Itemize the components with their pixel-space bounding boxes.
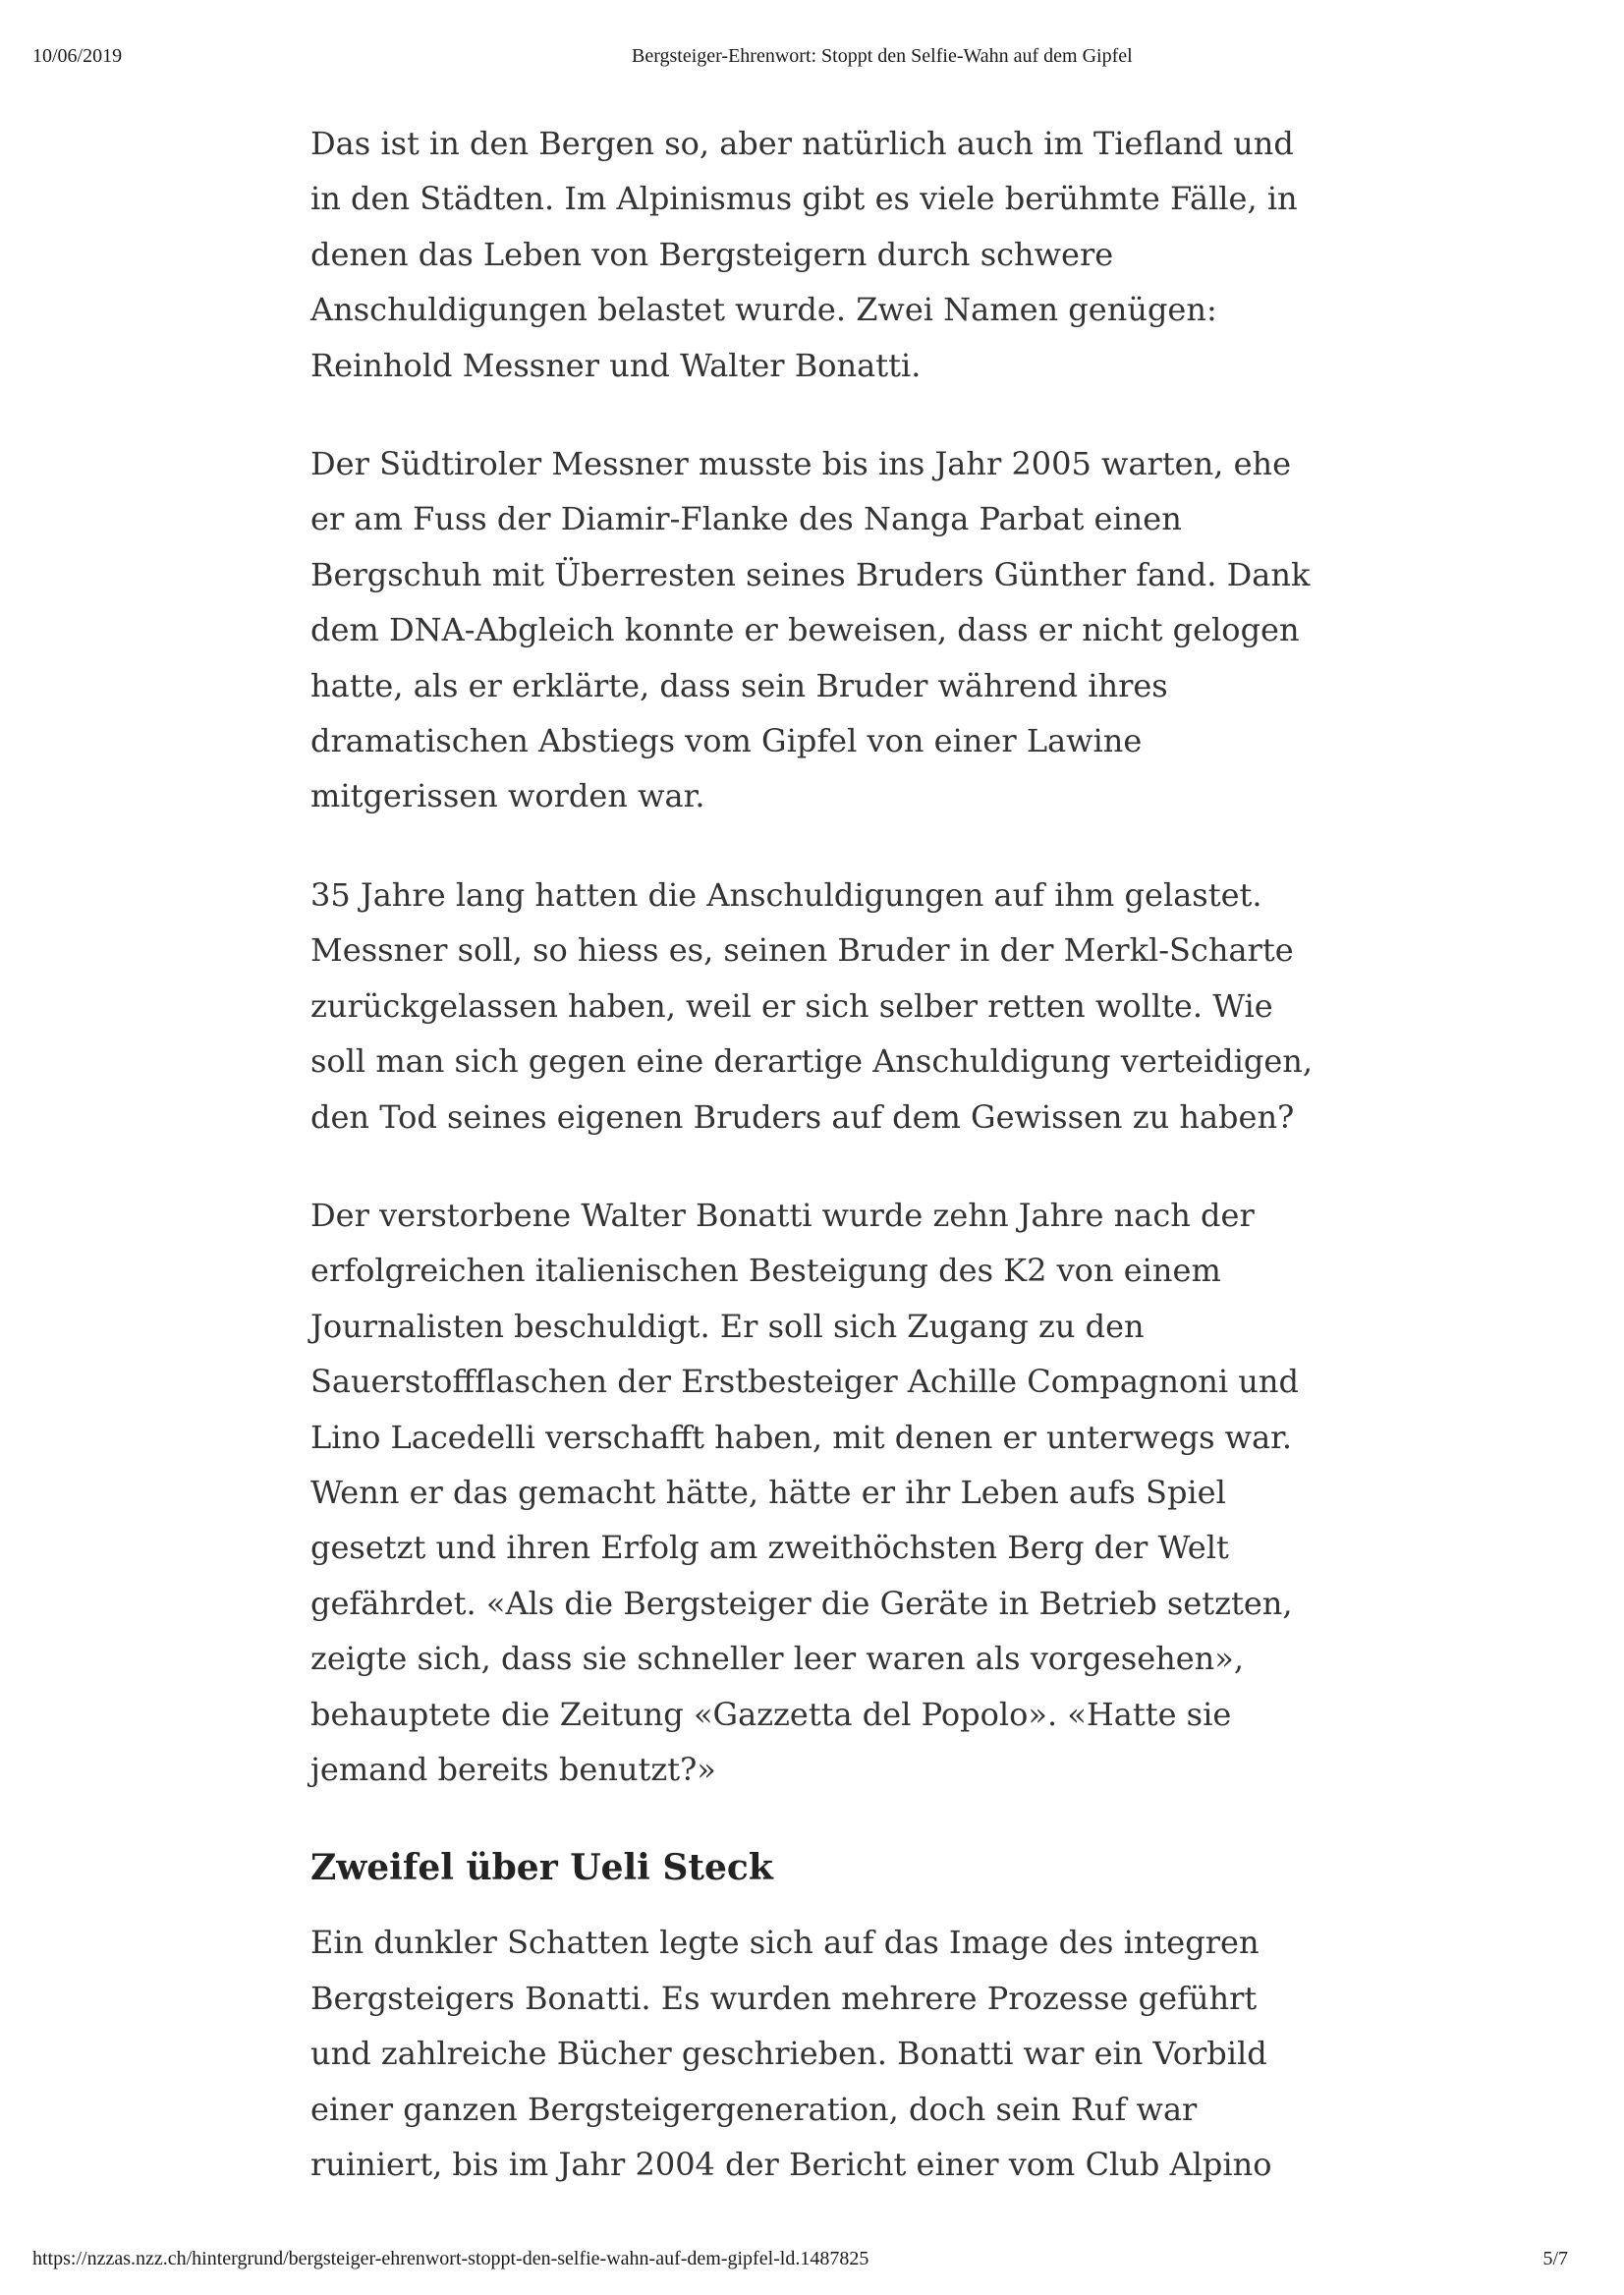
paragraph-2 (310, 436, 1391, 824)
print-page-title: Bergsteiger-Ehrenwort: Stoppt den Selfie-Wahn auf dem Gipfel (632, 45, 1133, 67)
text-line: Journalisten beschuldigt. Er soll sich Zugang zu den (310, 1307, 1145, 1345)
text-line: gesetzt und ihren Erfolg am zweithöchsten Berg der Welt (310, 1529, 1229, 1567)
text-line: zeigte sich, dass sie schneller leer waren als vorgesehen», (310, 1640, 1245, 1678)
section-heading: Zweifel über Ueli Steck (310, 1847, 773, 1889)
text-line: behauptete die Zeitung «Gazzetta del Popolo». «Hatte sie (310, 1695, 1232, 1733)
text-line: denen das Leben von Bergsteigern durch schwere (310, 235, 1114, 273)
print-date: 10/06/2019 (32, 45, 123, 67)
text-line: den Tod seines eigenen Bruders auf dem Gewissen zu haben? (310, 1097, 1295, 1136)
text-line: Anschuldigungen belastet wurde. Zwei Namen genügen: (310, 291, 1217, 329)
text-line: und zahlreiche Bücher geschrieben. Bonatti war ein Vorbild (310, 2035, 1267, 2073)
text-line: Das ist in den Bergen so, aber natürlich auch im Tiefland und (310, 125, 1294, 162)
text-line: ruiniert, bis im Jahr 2004 der Bericht einer vom Club Alpino (310, 2146, 1272, 2183)
text-line: Der verstorbene Walter Bonatti wurde zehn Jahre nach der (310, 1196, 1255, 1234)
text-line: Lino Lacedelli verschafft haben, mit denen er unterwegs war. (310, 1418, 1293, 1456)
text-line: er am Fuss der Diamir-Flanke des Nanga Parbat einen (310, 500, 1182, 538)
print-source-url: https://nzzas.nzz.ch/hintergrund/bergsteiger-ehrenwort-stoppt-den-selfie-wahn-auf-dem-gipfel-ld.1487825 (32, 2248, 869, 2269)
paragraph-4 (310, 1188, 1391, 1797)
text-line: Sauerstoffflaschen der Erstbesteiger Achille Compagnoni und (310, 1363, 1299, 1401)
paragraph-1 (310, 116, 1391, 393)
text-line: Der Südtiroler Messner musste bis ins Jahr 2005 warten, ehe (310, 445, 1292, 483)
text-line: in den Städten. Im Alpinismus gibt es viele berühmte Fälle, in (310, 180, 1298, 218)
text-line: dem DNA-Abgleich konnte er beweisen, dass er nicht gelogen (310, 611, 1300, 649)
text-line: jemand bereits benutzt?» (310, 1750, 716, 1788)
page-number: 5/7 (1542, 2248, 1568, 2269)
article-body (310, 116, 1391, 2235)
text-line: einer ganzen Bergsteigergeneration, doch sein Ruf war (310, 2090, 1198, 2128)
text-line: soll man sich gegen eine derartige Anschuldigung verteidigen, (310, 1042, 1314, 1081)
text-line: dramatischen Abstiegs vom Gipfel von einer Lawine (310, 722, 1143, 760)
text-line: Ein dunkler Schatten legte sich auf das Image des integren (310, 1924, 1260, 1962)
text-line: Messner soll, so hiess es, seinen Bruder in der Merkl-Scharte (310, 931, 1294, 970)
paragraph-3 (310, 868, 1391, 1145)
text-line: Wenn er das gemacht hätte, hätte er ihr Leben aufs Spiel (310, 1473, 1226, 1511)
text-line: Bergsteigers Bonatti. Es wurden mehrere Prozesse geführt (310, 1979, 1258, 2017)
text-line: Reinhold Messner und Walter Bonatti. (310, 346, 922, 384)
text-line: erfolgreichen italienischen Besteigung des K2 von einem (310, 1252, 1221, 1290)
text-line: mitgerissen worden war. (310, 777, 705, 815)
text-line: zurückgelassen haben, weil er sich selber retten wollte. Wie (310, 986, 1273, 1025)
text-line: 35 Jahre lang hatten die Anschuldigungen auf ihm gelastet. (310, 875, 1262, 914)
text-line: gefährdet. «Als die Bergsteiger die Geräte in Betrieb setzten, (310, 1584, 1293, 1622)
text-line: Bergschuh mit Überresten seines Bruders Günther fand. Dank (310, 555, 1311, 593)
text-line: hatte, als er erklärte, dass sein Bruder während ihres (310, 666, 1168, 704)
paragraph-5 (310, 1915, 1391, 2192)
